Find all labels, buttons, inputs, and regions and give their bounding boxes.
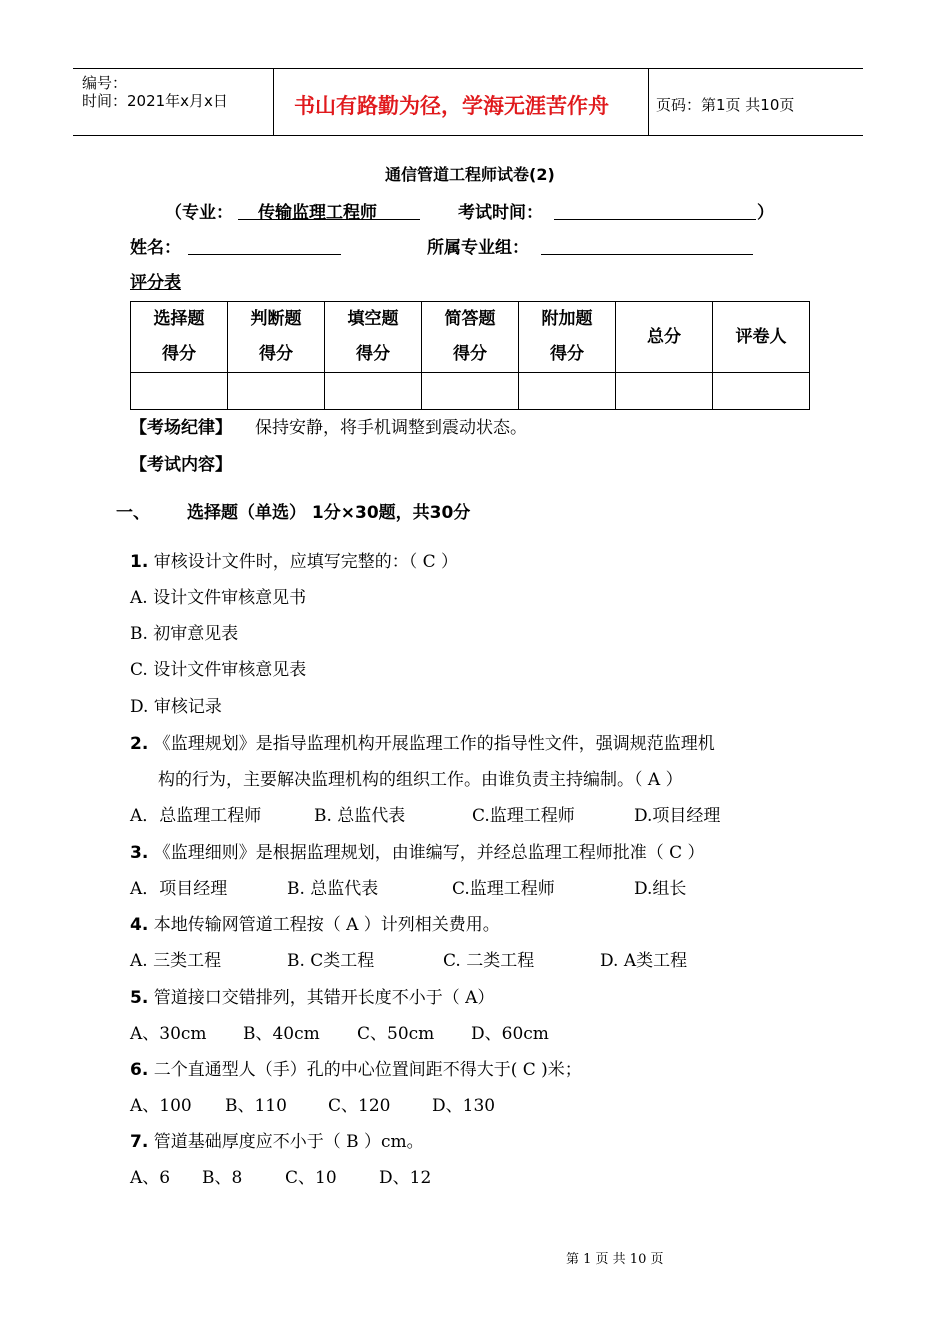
q1-option-c: C. 设计文件审核意见表 — [130, 660, 307, 680]
score-cell-short[interactable] — [422, 373, 519, 410]
close-paren: ） — [757, 203, 774, 223]
page-label: 页码：第1页 共10页 — [656, 96, 795, 114]
q2-option-a: A．总监理工程师 — [130, 806, 262, 826]
q3-option-a: A．项目经理 — [130, 879, 228, 899]
q7-option-c: C、10 — [285, 1168, 337, 1188]
content-label: 【考试内容】 — [130, 455, 232, 475]
q6-option-b: B、110 — [225, 1096, 287, 1116]
score-cell-judge[interactable] — [228, 373, 325, 410]
section-number: 一、 — [116, 503, 150, 523]
header-choice: 选择题 得分 — [131, 302, 228, 373]
question-4: 4. 本地传输网管道工程按（ A ）计列相关费用。 — [130, 915, 500, 935]
q6-option-a: A、100 — [130, 1096, 192, 1116]
header-total: 总分 — [616, 302, 713, 373]
q3-option-d: D.组长 — [634, 879, 687, 899]
score-cell-total[interactable] — [616, 373, 713, 410]
q3-option-c: C.监理工程师 — [452, 879, 555, 899]
discipline-label: 【考场纪律】 — [130, 418, 232, 438]
group-field[interactable] — [541, 254, 753, 255]
q4-option-c: C. 二类工程 — [443, 951, 535, 971]
question-6: 6. 二个直通型人（手）孔的中心位置间距不得大于( C )米； — [130, 1060, 582, 1080]
question-2: 2. 《监理规划》是指导监理机构开展监理工作的指导性文件，强调规范监理机 — [130, 734, 715, 754]
major-value: 传输监理工程师 — [258, 203, 377, 223]
q2-option-d: D.项目经理 — [634, 806, 721, 826]
score-cell-extra[interactable] — [519, 373, 616, 410]
q1-option-b: B. 初审意见表 — [130, 624, 239, 644]
header-extra: 附加题 得分 — [519, 302, 616, 373]
discipline-text: 保持安静，将手机调整到震动状态。 — [255, 418, 527, 438]
question-1: 1. 审核设计文件时，应填写完整的：（ C ） — [130, 552, 459, 572]
name-field[interactable] — [188, 254, 341, 255]
time-label: 时间：2021年x月x日 — [82, 92, 228, 110]
score-cell-fill[interactable] — [325, 373, 422, 410]
q1-option-a: A. 设计文件审核意见书 — [130, 588, 307, 608]
q4-option-b: B. C类工程 — [287, 951, 375, 971]
q6-option-c: C、120 — [328, 1096, 391, 1116]
name-label: 姓名： — [130, 238, 181, 258]
exam-time-field[interactable] — [554, 219, 756, 220]
major-underline — [238, 219, 420, 220]
question-2-cont: 构的行为，主要解决监理机构的组织工作。由谁负责主持编制。（ A ） — [158, 770, 683, 790]
page-title: 通信管道工程师试卷(2) — [385, 165, 555, 184]
score-cell-grader[interactable] — [713, 373, 810, 410]
q4-option-a: A. 三类工程 — [130, 951, 222, 971]
q2-option-c: C.监理工程师 — [472, 806, 575, 826]
q3-option-b: B. 总监代表 — [287, 879, 379, 899]
group-label: 所属专业组： — [427, 238, 529, 258]
q5-option-c: C、50cm — [357, 1024, 435, 1044]
major-prefix: （专业： — [165, 203, 233, 223]
q5-option-b: B、40cm — [243, 1024, 320, 1044]
page-footer: 第 1 页 共 10 页 — [566, 1252, 664, 1267]
serial-label: 编号： — [82, 74, 128, 92]
header-judge: 判断题 得分 — [228, 302, 325, 373]
question-5: 5. 管道接口交错排列，其错开长度不小于（ A） — [130, 988, 495, 1008]
question-7: 7. 管道基础厚度应不小于（ B ）cm。 — [130, 1132, 424, 1152]
exam-time-label: 考试时间： — [458, 203, 543, 223]
q5-option-d: D、60cm — [471, 1024, 549, 1044]
header-fill: 填空题 得分 — [325, 302, 422, 373]
section-title: 选择题（单选） 1分×30题，共30分 — [187, 503, 471, 523]
q7-option-d: D、12 — [379, 1168, 432, 1188]
q1-option-d: D. 审核记录 — [130, 697, 222, 717]
q5-option-a: A、30cm — [130, 1024, 207, 1044]
q7-option-a: A、6 — [130, 1168, 171, 1188]
q7-option-b: B、8 — [202, 1168, 243, 1188]
header-short: 简答题 得分 — [422, 302, 519, 373]
header-divider-right — [648, 68, 649, 135]
score-table — [130, 301, 810, 410]
q6-option-d: D、130 — [432, 1096, 496, 1116]
header-divider-left — [273, 68, 274, 135]
score-table-caption: 评分表 — [130, 273, 181, 293]
motto: 书山有路勤为径，学海无涯苦作舟 — [294, 94, 609, 118]
header-top-rule — [73, 68, 863, 69]
q4-option-d: D. A类工程 — [600, 951, 688, 971]
header-bottom-rule — [73, 135, 863, 136]
q2-option-b: B. 总监代表 — [314, 806, 406, 826]
score-cell-choice[interactable] — [131, 373, 228, 410]
question-3: 3. 《监理细则》是根据监理规划，由谁编写，并经总监理工程师批准（ C ） — [130, 843, 705, 863]
header-grader: 评卷人 — [713, 302, 810, 373]
